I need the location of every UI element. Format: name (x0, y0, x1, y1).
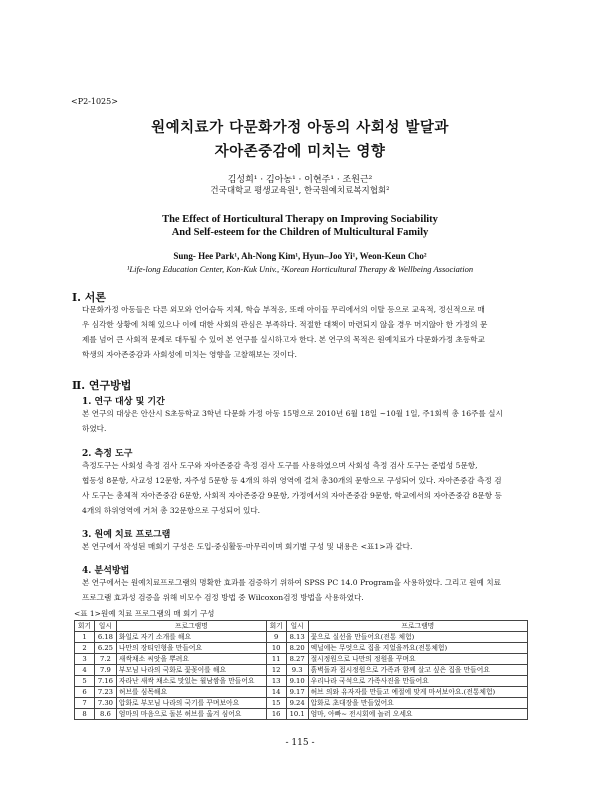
table-cell: 8.27 (286, 654, 308, 665)
table-cell: 허브를 심목해요 (116, 687, 266, 698)
table-cell: 8.6 (94, 709, 116, 720)
table-cell: 부모님 나라의 국화로 꽃꽂이를 해요 (116, 665, 266, 676)
column-header: 회기 (266, 621, 286, 632)
table-cell: 절시정원으로 나만의 정원을 꾸며요 (308, 654, 527, 665)
table-cell: 13 (266, 676, 286, 687)
table-cell: 우리나라 국석으로 가족사진을 만들어요 (308, 676, 527, 687)
table-cell: 16 (266, 709, 286, 720)
text-line: 사 도구는 총체적 자아존중감 6문항, 사회적 자아존중감 9문항, 가정에서의 자아존중감 9문항, 학교에서의 자아존중감 8문항 등 (82, 491, 502, 500)
table-cell: 9.10 (286, 676, 308, 687)
table-cell: 엄마의 마음으로 돌본 허브를 옮겨 심어요 (116, 709, 266, 720)
text-line: 4개의 하위영역에 거쳐 총 32문항으로 구성되어 있다. (82, 506, 261, 515)
text-line: 프로그램 효과성 검증을 위해 비모수 검정 방법 중 Wilcoxon검정 방법을 사용하였다. (82, 593, 364, 602)
table-cell: 7 (75, 698, 95, 709)
table-cell: 7.30 (94, 698, 116, 709)
column-header: 프로그램명 (308, 621, 527, 632)
text-line: 측정도구는 사회성 측정 검사 도구와 자아존중감 측정 검사 도구를 사용하였으며 사회성 측정 검사 도구는 준법성 5문항, (82, 461, 478, 470)
table-cell: 엑닐에는 무엇으로 집을 지었을까요(전통체험) (308, 643, 527, 654)
table-cell: 4 (75, 665, 95, 676)
table-cell: 8.13 (286, 632, 308, 643)
table-cell: 새싹채소 씨앗을 뿌려요 (116, 654, 266, 665)
table-row (75, 687, 528, 698)
table-cell: 자라난 새싹 채소로 맛있는 월남쌈을 만들어요 (116, 676, 266, 687)
affiliation-en: ¹Life-long Education Center, Kon-Kuk Univ., ²Korean Horticultural Therapy & Wellbeing Association (126, 264, 474, 274)
table-cell: 8.20 (286, 643, 308, 654)
text-line: 본 연구에서는 원예치료프로그램의 명확한 효과를 검증하기 위하여 SPSS PC 14.0 Program을 사용하였다. 그리고 원예 치료 (82, 578, 501, 587)
table-cell: 엄마, 아빠~ 전시회에 놀러 오세요 (308, 709, 527, 720)
table-cell: 6.18 (94, 632, 116, 643)
table-cell: 나만의 장티인형을 만들어요 (116, 643, 266, 654)
title-ko-line1: 원예치료가 다문화가정 아동의 사회성 발달과 (151, 119, 449, 136)
column-header: 회기 (75, 621, 95, 632)
intro-line: 우 심각한 상황에 처해 있으나 이에 대한 사회의 관심은 부족하다. 적절한 대책이 마련되지 않을 경우 머지않아 한 가정의 문 (82, 320, 488, 329)
abstract-code: <P2-1025> (71, 97, 118, 106)
table-cell: 7.16 (94, 676, 116, 687)
subsection-2-heading: 2. 측정 도구 (82, 449, 133, 459)
table-cell: 12 (266, 665, 286, 676)
subsection-1-heading: 1. 연구 대상 및 기간 (82, 397, 165, 407)
table-cell: 압화로 초대장을 만들었어요 (308, 698, 527, 709)
text-line: 본 연구의 대상은 안산시 S초등학교 3학년 다문화 가정 아동 15명으로 2010년 6월 18일 ~10월 1일, 주1회씩 총 16주를 실시 (82, 409, 503, 418)
intro-paragraph (82, 302, 532, 362)
table-cell: 10.1 (286, 709, 308, 720)
subsection-2-paragraph (82, 458, 532, 518)
subsection-4-heading: 4. 분석방법 (82, 566, 130, 576)
table-row (75, 676, 528, 687)
table-cell: 9.3 (286, 665, 308, 676)
table-row (75, 654, 528, 665)
text-line: 협동성 8문항, 사교성 12문항, 자주성 5문항 등 4개의 하위 영역에 걸쳐 총30개의 문항으로 구성되어 있다. 자아존중감 측정 검 (82, 476, 502, 485)
table-cell: 9.24 (286, 698, 308, 709)
table-cell: 압화로 부모님 나라의 국기를 꾸며보아요 (116, 698, 266, 709)
table-cell: 6.25 (94, 643, 116, 654)
table-row (75, 632, 528, 643)
subsection-1-paragraph (82, 406, 532, 436)
table-cell: 7.2 (94, 654, 116, 665)
text-line: 본 연구에서 작성된 매회기 구성은 도입-중심활동-마무리이며 회기별 구성 및 내용은 <표1>과 같다. (82, 542, 413, 551)
table-cell: 15 (266, 698, 286, 709)
intro-line: 학생의 자아존중감과 사회성에 미치는 영향을 고찰해보는 것이다. (82, 350, 297, 359)
table-row (75, 698, 528, 709)
table-row (75, 665, 528, 676)
title-ko-line2: 자아존중감에 미치는 영향 (214, 143, 386, 160)
table-cell: 9 (266, 632, 286, 643)
intro-line: 다문화가정 아동들은 다른 외모와 언어습득 지체, 학습 부적응, 또래 아이들 무리에서의 이탈 등으로 교육적, 정신적으로 매 (82, 305, 485, 314)
column-header: 일시 (94, 621, 116, 632)
table-cell: 1 (75, 632, 95, 643)
title-en-line2: And Self-esteem for the Children of Multicultural Family (171, 227, 429, 238)
table-row (75, 709, 528, 720)
program-table (74, 620, 528, 720)
intro-line: 제를 넘어 큰 사회적 문제로 대두될 수 있어 본 연구를 실시하고자 한다. 본 연구의 목적은 원예치료가 다문화가정 초등학교 (82, 335, 485, 344)
table-cell: 3 (75, 654, 95, 665)
table-cell: 2 (75, 643, 95, 654)
table-caption: <표 1>원예 치료 프로그램의 매 회기 구성 (74, 609, 215, 618)
table-cell: 10 (266, 643, 286, 654)
column-header: 프로그램명 (116, 621, 266, 632)
table-cell: 6 (75, 687, 95, 698)
title-en-line1: The Effect of Horticultural Therapy on Improving Sociability (162, 214, 438, 225)
subsection-3-heading: 3. 원예 치료 프로그램 (82, 530, 171, 540)
table-cell: 7.23 (94, 687, 116, 698)
table-cell: 화일로 자기 소개를 해요 (116, 632, 266, 643)
section-methods-heading: Ⅱ. 연구방법 (72, 379, 132, 392)
table-row (75, 643, 528, 654)
authors-en: Sung- Hee Park¹, Ah-Nong Kim¹, Hyun–Joo Yi¹, Weon-Keun Cho² (173, 251, 427, 261)
table-cell: 14 (266, 687, 286, 698)
page-number: - 115 - (285, 738, 315, 748)
text-line: 하였다. (82, 424, 107, 433)
table-cell: 흙벽돌과 접시정원으로 가족과 함께 살고 싶은 집을 만들어요 (308, 665, 527, 676)
column-header: 일시 (286, 621, 308, 632)
section-intro-heading: Ⅰ. 서론 (72, 291, 107, 304)
table-cell: 11 (266, 654, 286, 665)
table-cell: 허브 의와 유자자를 만들고 예절에 맞게 마셔보아요.(전통체험) (308, 687, 527, 698)
table-cell: 7.9 (94, 665, 116, 676)
subsection-3-paragraph (82, 539, 532, 554)
table-cell: 꽃으로 실선을 만들어요(전통 체험) (308, 632, 527, 643)
table-cell: 9.17 (286, 687, 308, 698)
subsection-4-paragraph (82, 575, 532, 605)
table-cell: 5 (75, 676, 95, 687)
affiliation-ko: 건국대학교 평생교육원¹, 한국원예치료복지협회² (210, 186, 390, 196)
table-header-row (75, 621, 528, 632)
table-cell: 8 (75, 709, 95, 720)
authors-ko: 김성희¹ · 김아농¹ · 이현주¹ · 조원근² (227, 175, 373, 185)
